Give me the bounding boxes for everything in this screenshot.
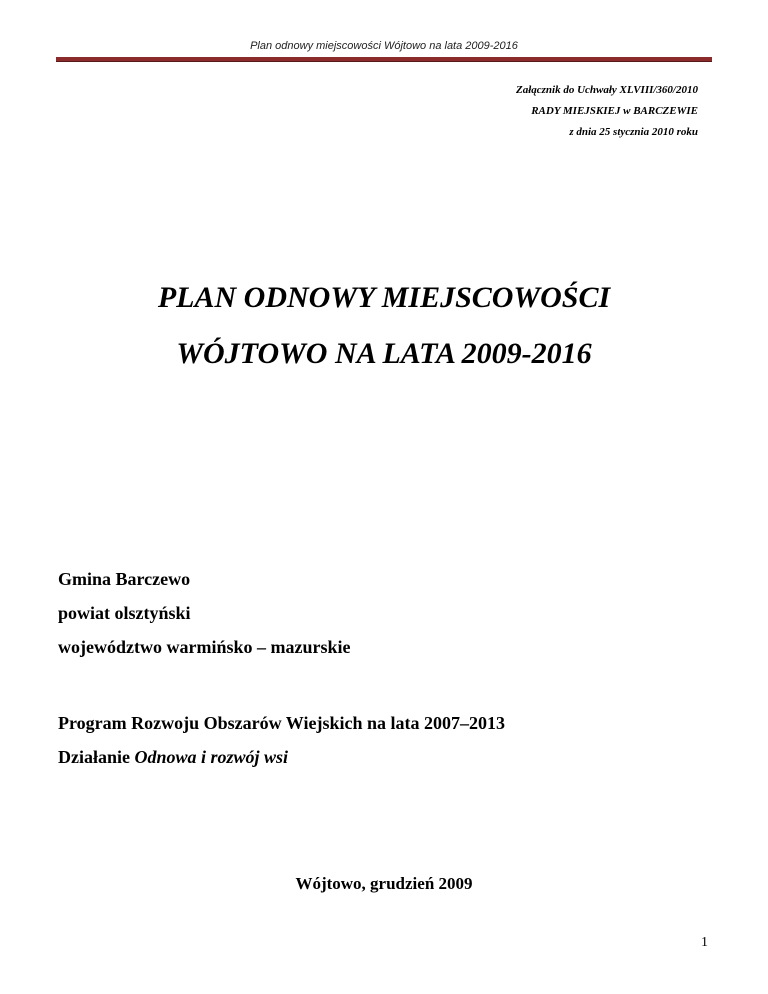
page-number: 1: [701, 935, 708, 950]
action-name: Odnowa i rozwój wsi: [134, 747, 289, 767]
title-line-2: WÓJTOWO NA LATA 2009-2016: [176, 337, 592, 370]
location-block: [58, 562, 350, 664]
annex-line-1: Załącznik do Uchwały XLVIII/360/2010: [515, 84, 698, 96]
program-name: Program Rozwoju Obszarów Wiejskich na lata 2007–2013: [58, 713, 505, 733]
annex-line-3: z dnia 25 stycznia 2010 roku: [569, 126, 698, 138]
header-divider: [56, 57, 712, 62]
program-block: [58, 706, 505, 774]
place-date: Wójtowo, grudzień 2009: [295, 874, 473, 893]
action-prefix: Działanie: [58, 747, 135, 767]
powiat-label: powiat olsztyński: [58, 603, 191, 623]
gmina-label: Gmina Barczewo: [58, 569, 191, 589]
annex-note: [516, 80, 698, 143]
program-action: [58, 740, 505, 774]
title-line-1: PLAN ODNOWY MIEJSCOWOŚCI: [157, 281, 611, 314]
document-title: [0, 270, 768, 382]
running-header: Plan odnowy miejscowości Wójtowo na lata 2009-2016: [250, 40, 518, 52]
annex-line-2: RADY MIEJSKIEJ w BARCZEWIE: [531, 105, 698, 117]
wojewodztwo-label: województwo warmińsko – mazurskie: [58, 637, 351, 657]
